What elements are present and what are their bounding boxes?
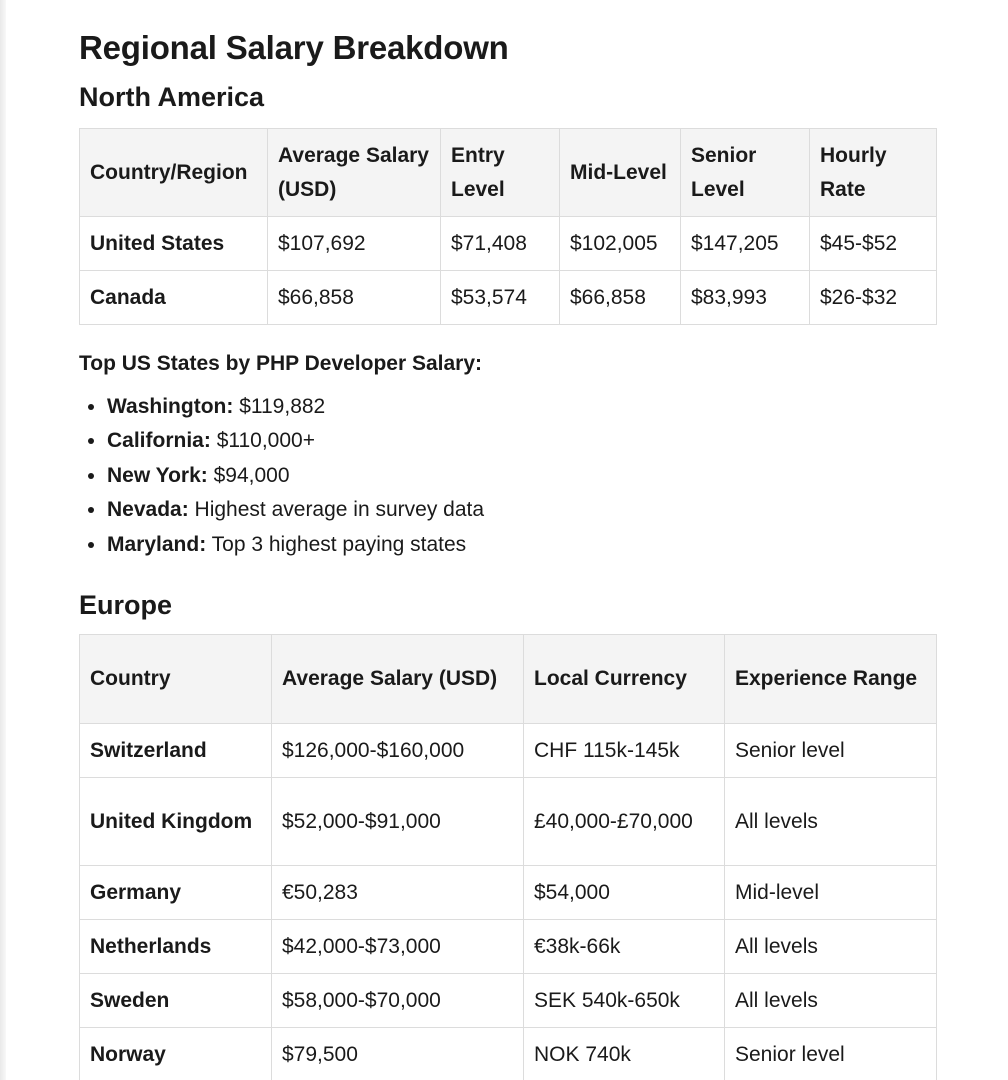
table-row — [80, 866, 937, 920]
table-cell: All levels — [725, 920, 937, 974]
table-cell: Norway — [80, 1028, 272, 1080]
column-header: Mid-Level — [560, 129, 681, 217]
state-value: $119,882 — [239, 395, 326, 418]
state-name: Washington: — [107, 395, 234, 418]
table-cell: €38k-66k — [524, 920, 725, 974]
table-cell: $83,993 — [681, 271, 810, 325]
column-header: Hourly Rate — [810, 129, 937, 217]
table-cell: $66,858 — [560, 271, 681, 325]
north-america-table — [79, 128, 937, 325]
table-cell: $26-$32 — [810, 271, 937, 325]
table-cell: Switzerland — [80, 724, 272, 778]
table-cell: €50,283 — [272, 866, 524, 920]
table-row — [80, 778, 937, 866]
table-cell: $52,000-$91,000 — [272, 778, 524, 866]
table-row — [80, 920, 937, 974]
column-header: Average Salary (USD) — [272, 635, 524, 724]
table-cell: Canada — [80, 271, 268, 325]
column-header: Average Salary (USD) — [268, 129, 441, 217]
column-header: Senior Level — [681, 129, 810, 217]
table-cell: $42,000-$73,000 — [272, 920, 524, 974]
page-title: Regional Salary Breakdown — [79, 29, 509, 66]
column-header: Country — [80, 635, 272, 724]
table-cell: $71,408 — [441, 217, 560, 271]
top-states-heading: Top US States by PHP Developer Salary: — [79, 352, 483, 375]
state-name: California: — [107, 429, 211, 453]
table-row — [80, 271, 937, 325]
state-name: Maryland: — [107, 532, 207, 556]
state-name: New York: — [107, 463, 208, 487]
state-value: $94,000 — [213, 463, 290, 487]
table-cell: NOK 740k — [524, 1028, 725, 1080]
column-header: Local Currency — [524, 635, 725, 724]
table-header-row — [80, 635, 937, 724]
left-edge-shadow — [0, 0, 6, 1080]
table-cell: Senior level — [725, 1028, 937, 1080]
table-cell: All levels — [725, 778, 937, 866]
europe-heading: Europe — [79, 590, 173, 621]
state-value: $110,000+ — [216, 429, 315, 453]
state-value: Highest average in survey data — [194, 498, 485, 522]
table-cell: CHF 115k-145k — [524, 724, 725, 778]
table-cell: $102,005 — [560, 217, 681, 271]
table-cell: £40,000-£70,000 — [524, 778, 725, 866]
table-row — [80, 1028, 937, 1080]
list-item — [107, 459, 935, 493]
table-row — [80, 724, 937, 778]
table-cell: $126,000-$160,000 — [272, 724, 524, 778]
table-cell: $79,500 — [272, 1028, 524, 1080]
column-header: Experience Range — [725, 635, 937, 724]
table-cell: Sweden — [80, 974, 272, 1028]
list-item — [107, 424, 935, 458]
column-header: Country/Region — [80, 129, 268, 217]
table-cell: $54,000 — [524, 866, 725, 920]
table-cell: $53,574 — [441, 271, 560, 325]
article-content — [79, 28, 935, 1080]
list-item — [107, 390, 935, 424]
europe-table — [79, 634, 937, 1080]
table-cell: SEK 540k-650k — [524, 974, 725, 1028]
table-cell: United States — [80, 217, 268, 271]
table-cell: $58,000-$70,000 — [272, 974, 524, 1028]
top-states-list — [79, 390, 935, 562]
list-item — [107, 528, 935, 562]
table-header-row — [80, 129, 937, 217]
table-row — [80, 217, 937, 271]
north-america-heading: North America — [79, 82, 265, 112]
table-cell: United Kingdom — [80, 778, 272, 866]
table-cell: Mid-level — [725, 866, 937, 920]
table-cell: Senior level — [725, 724, 937, 778]
column-header: Entry Level — [441, 129, 560, 217]
table-cell: All levels — [725, 974, 937, 1028]
list-item — [107, 493, 935, 527]
table-cell: $107,692 — [268, 217, 441, 271]
table-row — [80, 974, 937, 1028]
table-cell: $147,205 — [681, 217, 810, 271]
state-name: Nevada: — [107, 498, 189, 522]
state-value: Top 3 highest paying states — [211, 532, 467, 556]
table-cell: Netherlands — [80, 920, 272, 974]
table-cell: $45-$52 — [810, 217, 937, 271]
table-cell: $66,858 — [268, 271, 441, 325]
table-cell: Germany — [80, 866, 272, 920]
